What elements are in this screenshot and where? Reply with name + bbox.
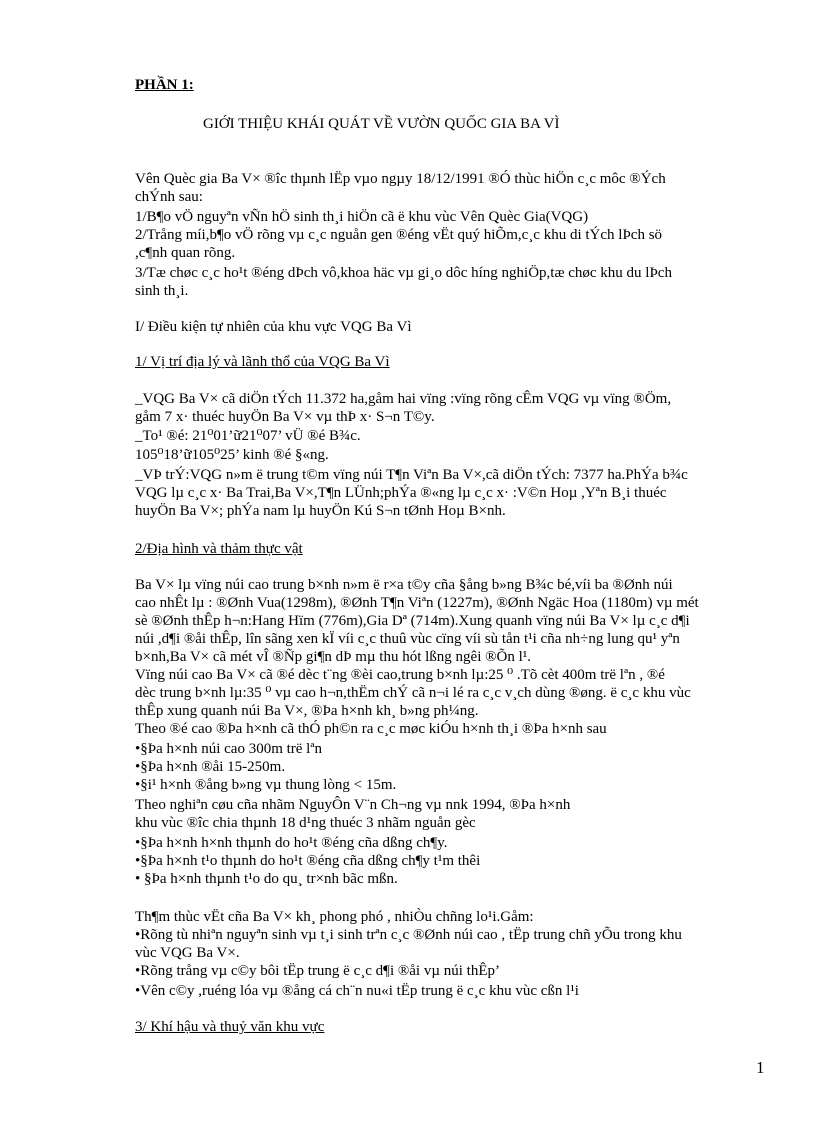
terrain-line: Theo ®é cao ®Þa h×nh cã thÓ ph©n ra c¸c møc kiÓu h×nh th¸i ®Þa h×nh sau <box>135 721 607 737</box>
terrain-line: Vïng núi cao Ba V× cã ®é dèc t¨ng ®èi cao,trung b×nh lµ:25 ⁰ .Tõ cèt 400m trë lªn , ®é <box>135 667 665 683</box>
intro-line: Vên Quèc gia Ba V× ®îc thµnh lËp vµo ngµy 18/12/1991 ®Ó thùc hiÖn c¸c môc ®Ých <box>135 171 666 187</box>
location-line: huyÖn Ba V×; phÝa nam lµ huyÖn Kú S¬n tØnh Hoµ B×nh. <box>135 503 506 519</box>
document-title: GIỚI THIỆU KHÁI QUÁT VỀ VƯỜN QUỐC GIA BA VÌ <box>203 116 560 132</box>
subsection-heading: 1/ Vị trí địa lý và lãnh thổ của VQG Ba Vì <box>135 354 390 370</box>
intro-line: ,c¶nh quan rõng. <box>135 245 236 261</box>
location-line: _VQG Ba V× cã diÖn tÝch 11.372 ha,gåm hai vïng :vïng rõng cÊm VQG vµ vïng ®Öm, <box>135 391 672 407</box>
vegetation-bullet: •Rõng tù nhiªn nguyªn sinh vµ t¸i sinh trªn c¸c ®Ønh núi cao , tËp trung chñ yÕu trong khu <box>135 927 682 943</box>
page-number: 1 <box>756 1058 765 1077</box>
terrain-line: b×nh,Ba V× cã mét vÎ ®Ñp gi¶n dÞ mµ thu hót lßng ngêi ®Õn l¹. <box>135 649 532 665</box>
terrain-line: cao nhÊt lµ : ®Ønh Vua(1298m), ®Ønh T¶n Viªn (1227m), ®Ønh Ngäc Hoa (1180m) vµ mét <box>135 595 699 611</box>
terrain-line: dèc trung b×nh lµ:35 ⁰ vµ cao h¬n,thËm chÝ cã n¬i lé ra c¸c v¸ch dùng ®øng. ë c¸c khu vùc <box>135 685 691 701</box>
terrain-bullet: •§Þa h×nh núi cao 300m trë lªn <box>135 741 322 757</box>
part-heading: PHẦN 1: <box>135 77 194 93</box>
terrain-line: Theo nghiªn cøu cña nhãm NguyÔn V¨n Ch¬ng vµ nnk 1994, ®Þa h×nh <box>135 797 571 813</box>
terrain-line: khu vùc ®îc chia thµnh 18 d¹ng thuéc 3 nhãm nguån gèc <box>135 815 476 831</box>
intro-line: 1/B¶o vÖ nguyªn vÑn hÖ sinh th¸i hiÖn cã ë khu vùc Vên Quèc Gia(VQG) <box>135 209 589 225</box>
terrain-line: núi ,d¶i ®åi thÊp, lîn sãng xen kÏ víi c¸c thuû vùc cïng víi sù tån t¹i cña nh÷ng lung qu¹ yªn <box>135 631 680 647</box>
intro-line: sinh th¸i. <box>135 283 189 299</box>
location-line: gåm 7 x· thuéc huyÖn Ba V× vµ thÞ x· S¬n T©y. <box>135 409 435 425</box>
terrain-line: thÊp xung quanh núi Ba V×, ®Þa h×nh kh¸ b»ng ph¼ng. <box>135 703 479 719</box>
section-heading: I/ Điều kiện tự nhiên của khu vực VQG Ba Vì <box>135 319 412 335</box>
terrain-bullet: •§Þa h×nh t¹o thµnh do ho¹t ®éng cña dßng ch¶y t¹m thêi <box>135 853 481 869</box>
intro-line: 3/Tæ chøc c¸c ho¹t ®éng dÞch vô,khoa häc vµ gi¸o dôc híng nghiÖp,tæ chøc khu du lÞch <box>135 265 672 281</box>
terrain-line: sè ®Ønh thÊp h¬n:Hang Hïm (776m),Gia Dª (714m).Xung quanh vïng núi Ba V× lµ c¸c d¶i <box>135 613 690 629</box>
terrain-line: Ba V× lµ vïng núi cao trung b×nh n»m ë r×a t©y cña §ång b»ng B¾c bé,víi ba ®Ønh núi <box>135 577 673 593</box>
terrain-bullet: •§Þa h×nh h×nh thµnh do ho¹t ®éng cña dßng ch¶y. <box>135 835 448 851</box>
terrain-bullet: • §Þa h×nh thµnh t¹o do qu¸ tr×nh bãc mßn. <box>135 871 398 887</box>
vegetation-bullet: •Vên c©y ,ruéng lóa vµ ®ång cá ch¨n nu«i tËp trung ë c¸c khu vùc cßn l¹i <box>135 983 579 999</box>
vegetation-line: Th¶m thùc vËt cña Ba V× kh¸ phong phó , nhiÒu chñng lo¹i.Gåm: <box>135 909 534 925</box>
location-line: 105⁰18’ữ105⁰25’ kinh ®é §«ng. <box>135 447 329 463</box>
location-line: _To¹ ®é: 21⁰01’ữ21⁰07’ vÜ ®é B¾c. <box>135 428 361 444</box>
terrain-bullet: •§Þa h×nh ®åi 15-250m. <box>135 759 286 775</box>
subsection-heading: 3/ Khí hậu và thuỷ văn khu vực <box>135 1019 325 1035</box>
vegetation-bullet: •Rõng trång vµ c©y bôi tËp trung ë c¸c d¶i ®åi vµ núi thÊp’ <box>135 963 500 979</box>
intro-line: 2/Trång míi,b¶o vÖ rõng vµ c¸c nguån gen ®éng vËt quý hiÕm,c¸c khu di tÝch lÞch sö <box>135 227 663 243</box>
location-line: VQG lµ c¸c x· Ba Trai,Ba V×,T¶n LÜnh;phÝa ®«ng lµ c¸c x· :V©n Hoµ ,Yªn B¸i thuéc <box>135 485 667 501</box>
subsection-heading: 2/Địa hình và thảm thực vật <box>135 541 303 557</box>
intro-line: chÝnh sau: <box>135 189 203 205</box>
location-line: _VÞ trÝ:VQG n»m ë trung t©m vïng núi T¶n Viªn Ba V×,cã diÖn tÝch: 7377 ha.PhÝa b¾c <box>135 467 688 483</box>
terrain-bullet: •§i¹ h×nh ®ång b»ng vµ thung lòng < 15m. <box>135 777 397 793</box>
vegetation-line: vùc VQG Ba V×. <box>135 945 240 961</box>
